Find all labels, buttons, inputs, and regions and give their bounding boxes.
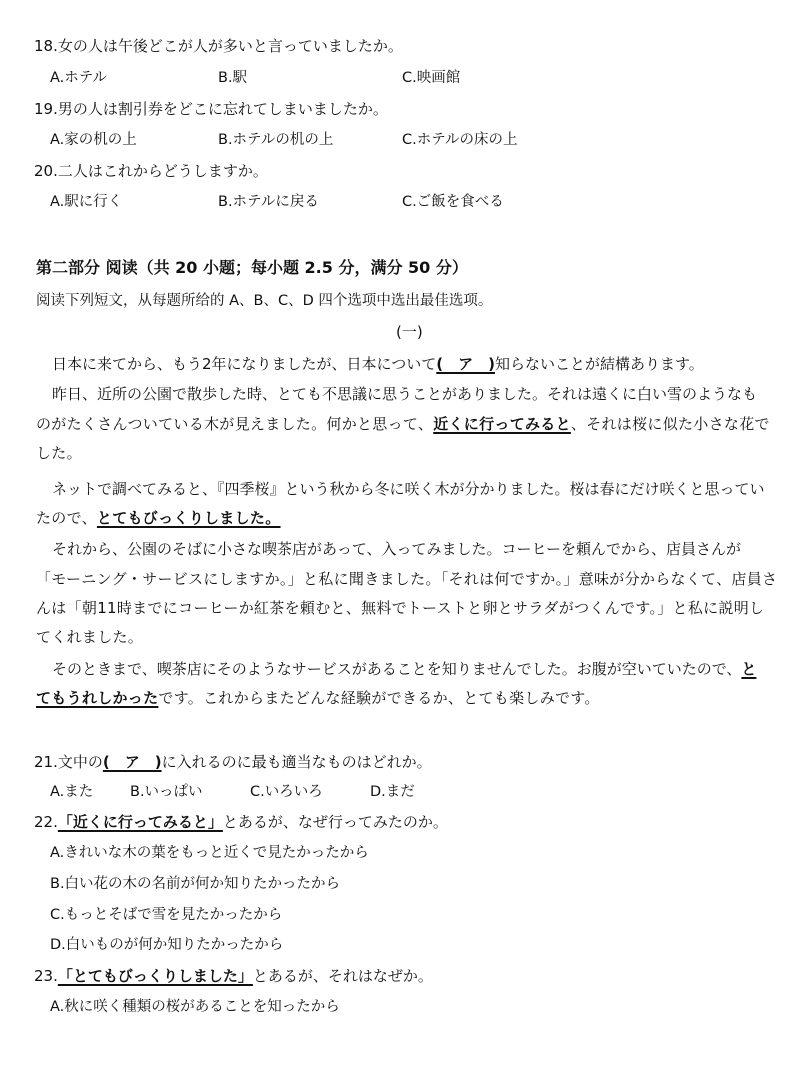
q22-option-b: B.白い花の木の名前が何か知りたかったから [50,876,341,892]
passage-text: です。これからまたどんな経験ができるか、とても楽しみです。 [158,689,600,707]
q22-option-a: A.きれいな木の葉をもっと近くで見たかったから [50,845,369,861]
section-title: 第二部分 阅读（共 20 小题；每小题 2.5 分，满分 50 分） [36,258,468,277]
passage-text: のがたくさんついている木が見えました。何かと思って、 [36,415,434,433]
passage-paragraph-4-line-4: てくれました。 [36,628,144,646]
blank-a: ( ア ) [436,355,495,373]
question-21 [34,752,432,772]
question-18: 18.女の人は午後どこが人が多いと言っていましたか。 [34,37,403,55]
q21-option-b: B.いっぱい [130,784,203,800]
passage-paragraph-5-line-1 [52,659,756,679]
q19-option-b: B.ホテルの机の上 [218,132,334,148]
q23-prefix: 23. [34,967,58,985]
q23-option-a: A.秋に咲く種類の桜があることを知ったから [50,999,340,1015]
question-19: 19.男の人は割引券をどこに忘れてしまいましたか。 [34,100,388,118]
q21-prefix: 21.文中の [34,753,103,771]
passage-paragraph-4-line-3: んは「朝11時までにコーヒーか紅茶を頼むと、無料でトーストと卵とサラダがつくんです。」と私に説明し [36,599,765,617]
underlined-phrase-3b: てもうれしかった [36,689,159,707]
q21-blank: ( ア ) [102,753,162,771]
underlined-phrase-2: とてもびっくりしました。 [96,509,281,527]
q22-option-c: C.もっとそばで雪を見たかったから [50,907,283,923]
passage-paragraph-4-line-1: それから、公園のそばに小さな喫茶店があって、入ってみました。コーヒーを頼んでから、店員さんが [52,540,741,558]
q21-suffix: に入れるのに最も適当なものはどれか。 [161,753,432,771]
underlined-phrase-1: 近くに行ってみると [433,415,571,433]
passage-paragraph-3-line-2 [36,508,281,528]
q18-option-c: C.映画館 [402,70,461,86]
q23-quote: 「とてもびっくりしました」 [57,967,253,985]
passage-paragraph-4-line-2: 「モーニング・サービスにしますか。」と私に聞きました。「それは何ですか。」意味が分からなくて、店員さ [36,570,778,588]
passage-text: 知らないことが結構あります。 [494,355,704,373]
passage-paragraph-3-line-1: ネットで調べてみると、『四季桜』という秋から冬に咲く木が分かりました。桜は春にだけ咲くと思ってい [52,480,765,498]
q20-option-c: C.ご飯を食べる [402,194,504,210]
passage-paragraph-2-line-3: した。 [36,444,82,462]
q21-option-d: D.まだ [370,784,415,800]
passage-number: (一) [396,323,423,341]
passage-paragraph-2-line-2 [36,414,770,434]
section-instruction: 阅读下列短文，从每题所给的 A、B、C、D 四个选项中选出最佳选项。 [36,293,493,309]
question-20: 20.二人はこれからどうしますか。 [34,162,268,180]
passage-paragraph-1 [52,354,704,374]
q21-option-a: A.また [50,784,94,800]
q18-option-b: B.駅 [218,70,248,86]
q20-option-b: B.ホテルに戻る [218,194,319,210]
question-23 [34,966,433,986]
passage-text: 、それは桜に似た小さな花で [570,415,770,433]
q19-option-a: A.家の机の上 [50,132,137,148]
passage-paragraph-5-line-2 [36,688,600,708]
q22-option-d: D.白いものが何か知りたかったから [50,937,284,953]
passage-paragraph-2-line-1: 昨日、近所の公園で散歩した時、とても不思議に思うことがありました。それは遠くに白い雪のようなも [52,385,758,403]
q23-suffix: とあるが、それはなぜか。 [252,967,433,985]
q18-option-a: A.ホテル [50,70,108,86]
q22-suffix: とあるが、なぜ行ってみたのか。 [222,813,448,831]
passage-text: 日本に来てから、もう2年になりましたが、日本について [52,355,437,373]
passage-text: そのときまで、喫茶店にそのようなサービスがあることを知りませんでした。お腹が空いていたので、 [52,660,742,678]
question-22 [34,812,448,832]
q22-prefix: 22. [34,813,58,831]
q19-option-c: C.ホテルの床の上 [402,132,518,148]
q21-option-c: C.いろいろ [250,784,323,800]
passage-text: たので、 [36,509,97,527]
q22-quote: 「近くに行ってみると」 [57,813,223,831]
underlined-phrase-3a: と [741,660,757,678]
q20-option-a: A.駅に行く [50,194,123,210]
